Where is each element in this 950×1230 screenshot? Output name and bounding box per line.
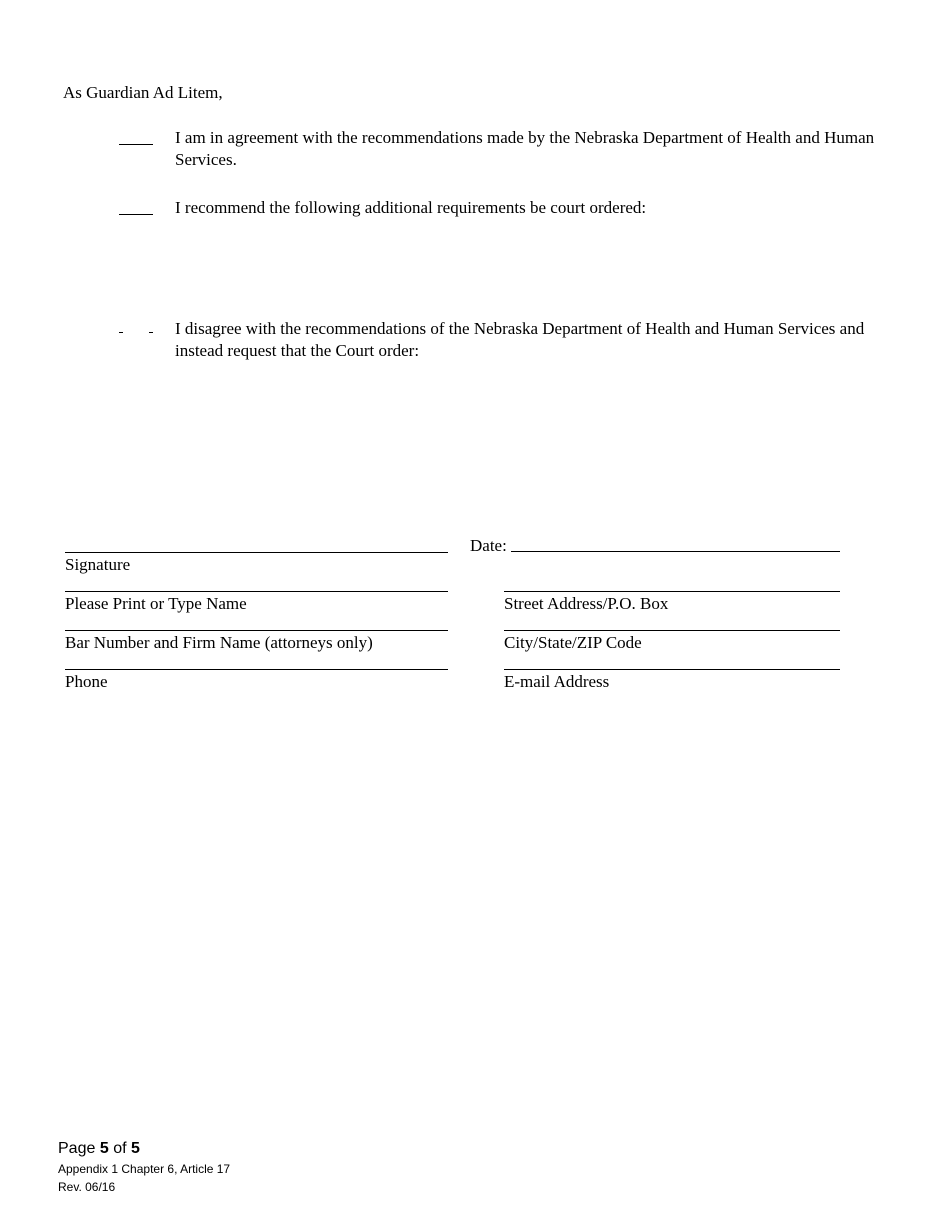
- revision-date: Rev. 06/16: [58, 1180, 116, 1194]
- signature-label: Signature: [65, 555, 131, 574]
- page-current: 5: [99, 1140, 109, 1157]
- phone-label: Phone: [65, 672, 108, 691]
- city-line[interactable]: [504, 630, 840, 631]
- name-label: Please Print or Type Name: [65, 594, 247, 613]
- name-line[interactable]: [65, 591, 448, 592]
- option-additional-requirements-text: I recommend the following additional requirements be court ordered:: [175, 198, 647, 217]
- page-of: of: [113, 1140, 127, 1157]
- street-line[interactable]: [504, 591, 840, 592]
- disagree-checkbox-line[interactable]: [119, 332, 153, 336]
- bar-number-label: Bar Number and Firm Name (attorneys only): [65, 633, 373, 652]
- email-line[interactable]: [504, 669, 840, 670]
- additional-requirements-checkbox-line[interactable]: [119, 214, 153, 215]
- intro-text: As Guardian Ad Litem,: [63, 83, 223, 102]
- street-label: Street Address/P.O. Box: [504, 594, 669, 613]
- phone-line[interactable]: [65, 669, 448, 670]
- tick-mark: [119, 332, 123, 333]
- signature-line[interactable]: [65, 552, 448, 553]
- appendix-reference: Appendix 1 Chapter 6, Article 17: [58, 1162, 231, 1176]
- bar-number-line[interactable]: [65, 630, 448, 631]
- date-line[interactable]: [511, 551, 840, 552]
- page-number: [58, 1139, 140, 1159]
- option-agreement-text: I am in agreement with the recommendations made by the Nebraska Department of Health and Human Services.: [175, 128, 875, 169]
- city-label: City/State/ZIP Code: [504, 633, 642, 652]
- option-disagree-text: I disagree with the recommendations of the Nebraska Department of Health and Human Services and instead request that the Court order:: [175, 319, 865, 360]
- tick-mark: [149, 332, 153, 333]
- date-label: Date:: [470, 536, 507, 555]
- page-total: 5: [130, 1140, 140, 1157]
- email-label: E-mail Address: [504, 672, 610, 691]
- page-prefix: Page: [58, 1140, 96, 1157]
- agreement-checkbox-line[interactable]: [119, 144, 153, 145]
